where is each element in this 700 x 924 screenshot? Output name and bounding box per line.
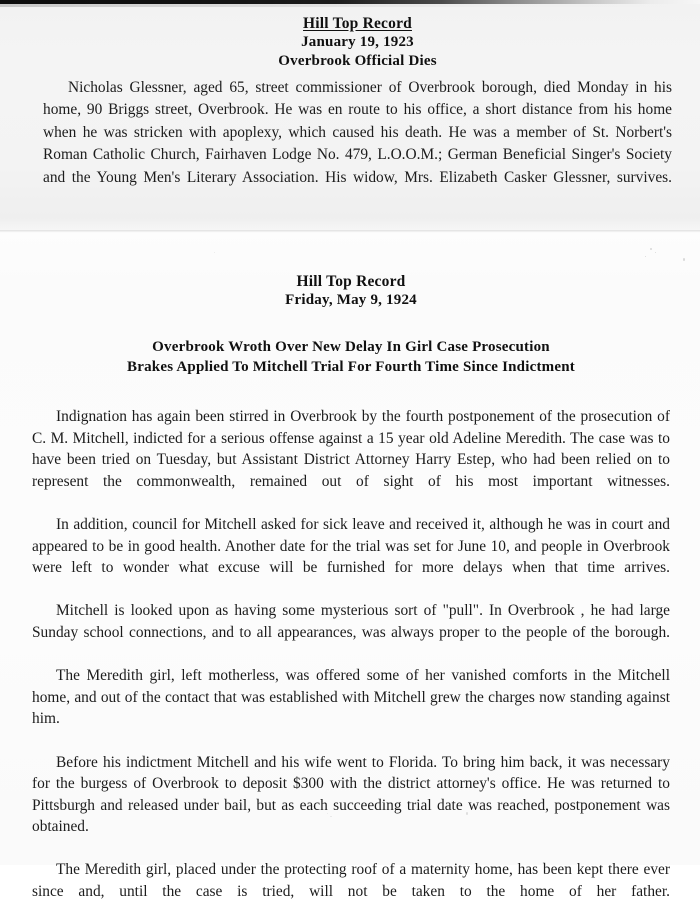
article-1-issue-date: January 19, 1923 (301, 34, 414, 50)
article-1-masthead: Hill Top Record (303, 15, 412, 32)
article-1-headline: Overbrook Official Dies (278, 53, 437, 69)
article-2-masthead: Hill Top Record (296, 273, 406, 290)
article-2-issue-date: Friday, May 9, 1924 (285, 292, 417, 308)
article-2-paragraph: Indignation has again been stirred in Overbrook by the fourth postponement of the prosecution of C. M. Mitchell, indicted for a serious offense against a 15 year old Adeline Meredith. The case was to have been tried on Tuesday, but Assistant District Attorney Harry Estep, who had been relied on to represent the commonwealth, remained out of sight of his most important witnesses. (32, 408, 670, 490)
article-2-paragraph: The Meredith girl, placed under the protecting roof of a maternity home, has been kept there ever since and, until the case is tried, will not be taken to the home of her father. (32, 861, 670, 901)
article-2-paragraph: In addition, council for Mitchell asked for sick leave and received it, although he was in court and appeared to be in good health. Another date for the trial was set for June 10, and people in Overbrook were left to wonder what excuse will be furnished for more delays when that time arrives. (32, 515, 670, 577)
article-may-9-1924 (0, 272, 700, 924)
article-2-headline-secondary: Brakes Applied To Mitchell Trial For Fourth Time Since Indictment (127, 359, 575, 375)
article-jan-19-1923 (0, 14, 700, 211)
article-1-body (43, 77, 672, 211)
article-2-body (32, 406, 670, 924)
article-2-paragraph: The Meredith girl, left motherless, was offered some of her vanished comforts in the Mitchell home, and out of the contact that was established with Mitchell grew the charges now standing against him. (32, 667, 670, 728)
article-2-headline-block (32, 338, 670, 377)
article-2-headline-primary: Overbrook Wroth Over New Delay In Girl Case Prosecution (152, 339, 550, 355)
article-2-paragraph: Mitchell is looked upon as having some mysterious sort of "pull". In Overbrook , he had large Sunday school connections, and to all appearances, was always proper to the people of the borough. (32, 602, 670, 641)
article-2-paragraph: Before his indictment Mitchell and his wife went to Florida. To bring him back, it was necessary for the burgess of Overbrook to deposit $300 with the district attorney's office. He was returned to Pittsburgh and released under bail, but as each succeeding trial date was reached, postponement was obtained. (32, 753, 670, 836)
article-1-paragraph: Nicholas Glessner, aged 65, street commissioner of Overbrook borough, died Monday in his home, 90 Briggs street, Overbrook. He was en route to his office, a short distance from his home when he was stricken with apoplexy, which caused his death. He was a member of St. Norbert's Roman Catholic Church, Fairhaven Lodge No. 479, L.O.O.M.; German Beneficial Singer's Society and the Young Men's Literary Association. His widow, Mrs. Elizabeth Casker Glessner, survives. (43, 79, 672, 186)
